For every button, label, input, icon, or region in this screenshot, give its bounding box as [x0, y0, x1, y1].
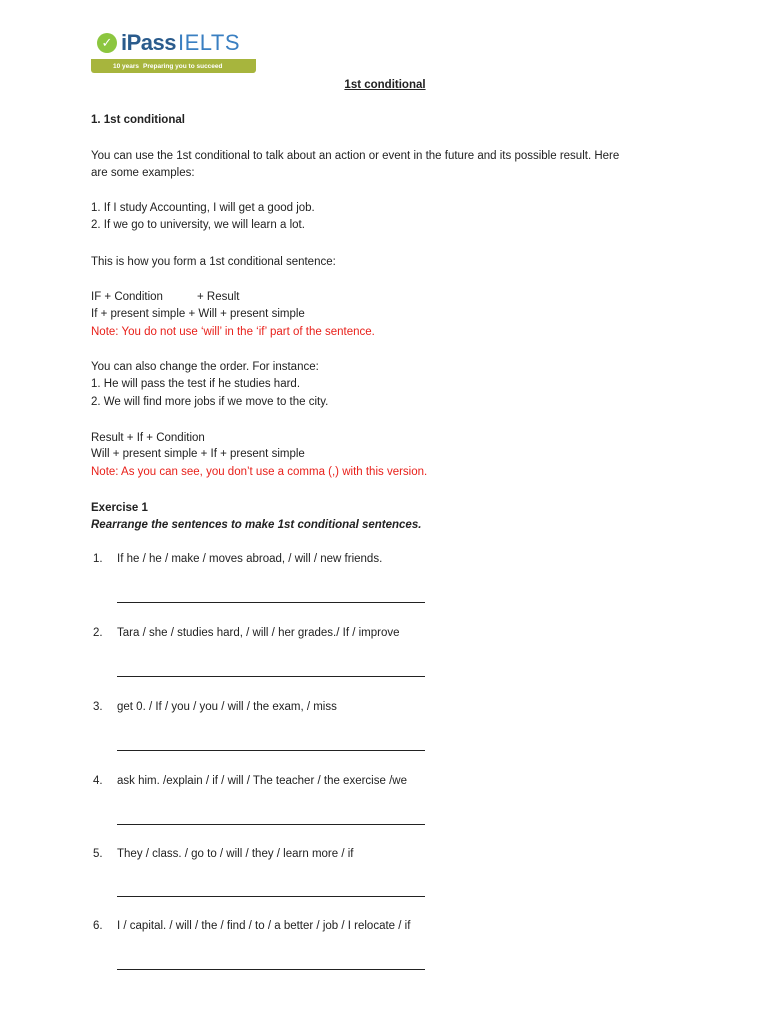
form-line-4: Will + present simple + If + present simple [91, 448, 305, 460]
form-line-2: If + present simple + Will + present simple [91, 308, 305, 320]
form-line-1b: + Result [197, 291, 240, 303]
item-text: If he / he / make / moves abroad, / will / new friends. [117, 553, 383, 565]
answer-line[interactable] [117, 896, 425, 897]
logo-top [91, 27, 256, 59]
intro-line-2: are some examples: [91, 167, 195, 179]
logo-tagline-bar [91, 59, 256, 73]
item-number: 4. [93, 775, 103, 787]
exercise-heading: Exercise 1 [91, 502, 148, 514]
intro-line-1: You can use the 1st conditional to talk about an action or event in the future and its possible result. Here [91, 150, 620, 162]
answer-line[interactable] [117, 676, 425, 677]
section-heading: 1. 1st conditional [91, 114, 185, 126]
example-1: 1. If I study Accounting, I will get a good job. [91, 202, 315, 214]
ipass-ielts-logo [91, 27, 256, 73]
logo-brand: iPass [121, 30, 176, 55]
item-text: get 0. / If / you / you / will / the exam, / miss [117, 701, 337, 713]
example-2: 2. If we go to university, we will learn a lot. [91, 219, 305, 231]
item-text: ask him. /explain / if / will / The teacher / the exercise /we [117, 775, 407, 787]
answer-line[interactable] [117, 602, 425, 603]
document-title: 1st conditional [344, 79, 426, 91]
item-text: I / capital. / will / the / find / to / a better / job / I relocate / if [117, 920, 411, 932]
item-number: 1. [93, 553, 103, 565]
logo-years: 10 years [113, 62, 140, 70]
answer-line[interactable] [117, 824, 425, 825]
item-number: 5. [93, 848, 103, 860]
answer-line[interactable] [117, 750, 425, 751]
item-text: Tara / she / studies hard, / will / her grades./ If / improve [117, 627, 400, 639]
form-intro: This is how you form a 1st conditional sentence: [91, 256, 336, 268]
checkmark-icon: ✓ [97, 33, 117, 53]
item-number: 3. [93, 701, 103, 713]
order-example-2: 2. We will find more jobs if we move to the city. [91, 396, 329, 408]
logo-brand-ielts: IELTS [178, 30, 241, 55]
item-number: 6. [93, 920, 103, 932]
order-intro: You can also change the order. For instance: [91, 361, 319, 373]
note-1: Note: You do not use ‘will’ in the ‘if’ part of the sentence. [91, 326, 375, 338]
item-number: 2. [93, 627, 103, 639]
form-line-3: Result + If + Condition [91, 432, 205, 444]
form-line-1a: IF + Condition [91, 291, 163, 303]
item-text: They / class. / go to / will / they / learn more / if [117, 848, 354, 860]
exercise-instruction: Rearrange the sentences to make 1st conditional sentences. [91, 519, 422, 531]
note-2: Note: As you can see, you don’t use a comma (,) with this version. [91, 466, 428, 478]
logo-tagline: Preparing you to succeed [143, 62, 223, 70]
order-example-1: 1. He will pass the test if he studies hard. [91, 378, 301, 390]
answer-line[interactable] [117, 969, 425, 970]
